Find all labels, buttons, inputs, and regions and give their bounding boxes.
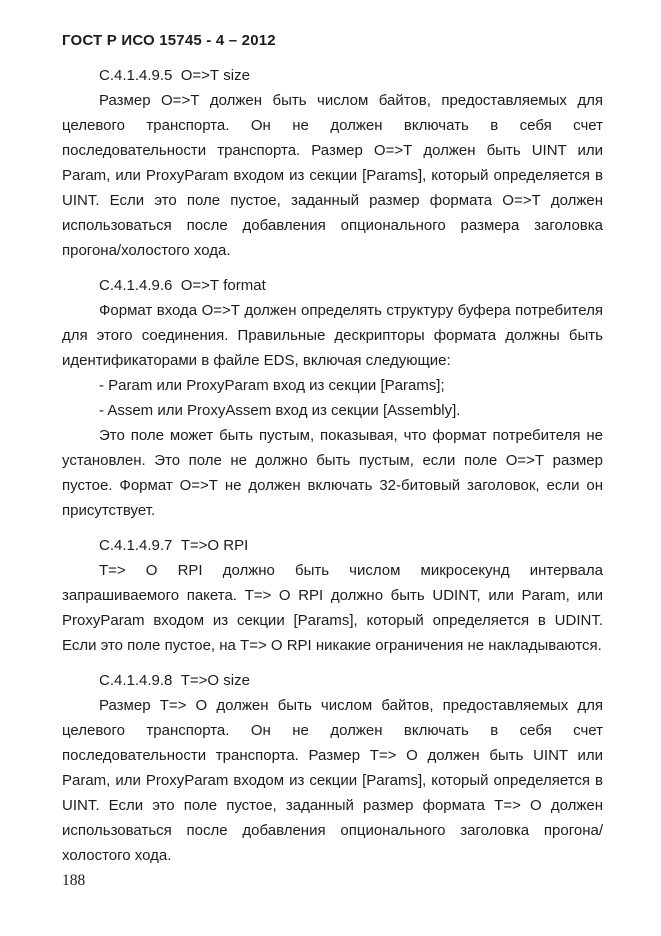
list-line: - Param или ProxyParam вход из секции [Params]; — [99, 377, 445, 394]
paragraph: Размер О=>Т должен быть числом байтов, предоставляемых для целевого транспорта. Он не должен включать в себя счет последовательности транспорта. Размер О=>Т должен быть UINT или Param, или ProxyParam входом из секции [Params], который определяется в UINT. Если это поле пустое, заданный размер формата О=>Т должен использоваться после добавления опционального размера заголовка прогона/холостого хода. — [62, 92, 603, 259]
section — [62, 533, 603, 658]
section-blocks — [62, 88, 603, 263]
section — [62, 63, 603, 263]
page-number: 188 — [62, 872, 86, 889]
section-heading: С.4.1.4.9.7 Т=>О RPI — [99, 537, 249, 554]
sections — [62, 63, 603, 868]
list-line: - Assem или ProxyAssem вход из секции [Assembly]. — [99, 402, 461, 419]
paragraph: Формат входа О=>Т должен определять структуру буфера потребителя для этого соединения. Правильные дескрипторы формата должны быть идентификаторами в файле EDS, включая следующие: — [62, 302, 603, 369]
paragraph: Это поле может быть пустым, показывая, что формат потребителя не установлен. Это поле не должно быть пустым, если поле О=>Т размер пустое. Формат О=>Т не должен включать 32-битовый заголовок, если он присутствует. — [62, 427, 603, 519]
section-heading: С.4.1.4.9.5 О=>Т size — [99, 67, 250, 84]
section-blocks — [62, 558, 603, 658]
document-header: ГОСТ Р ИСО 15745 - 4 – 2012 — [62, 32, 276, 49]
section — [62, 273, 603, 523]
section — [62, 668, 603, 868]
section-blocks — [62, 298, 603, 523]
paragraph: Размер Т=> О должен быть числом байтов, предоставляемых для целевого транспорта. Он не должен включать в себя счет последовательности транспорта. Размер Т=> О должен быть UINT или Param, или ProxyParam входом из секции [Params], который определяется в UINT. Если это поле пустое, заданный размер формата Т=> О должен использоваться после добавления опционального заголовка прогона/ холостого хода. — [62, 697, 603, 864]
section-heading: С.4.1.4.9.6 О=>Т format — [99, 277, 266, 294]
section-blocks — [62, 693, 603, 868]
section-heading: С.4.1.4.9.8 Т=>О size — [99, 672, 250, 689]
page-content — [62, 28, 603, 893]
paragraph: Т=> О RPI должно быть числом микросекунд интервала запрашиваемого пакета. Т=> О RPI должно быть UDINT, или Param, или ProxyParam входом из секции [Params], который определяется в UDINT. Если это поле пустое, на Т=> О RPI никакие ограничения не накладываются. — [62, 562, 603, 654]
